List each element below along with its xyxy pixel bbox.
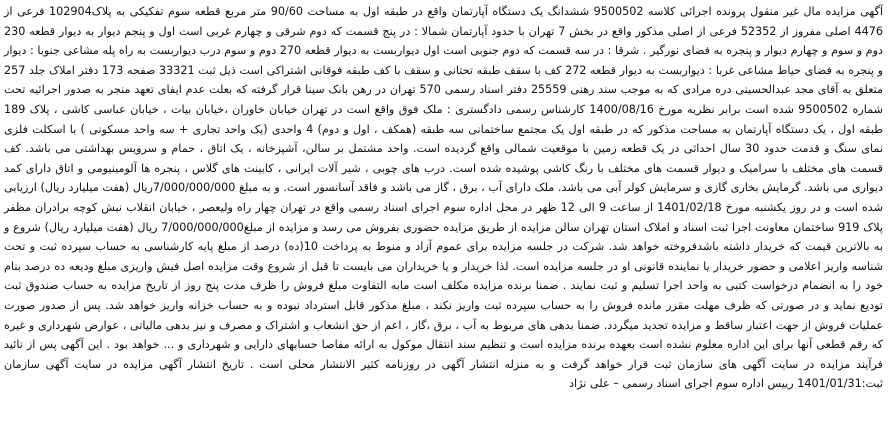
notice-body-text: آگهی مزایده مال غیر منقول پرونده اجرائی کلاسه 9500502 ششدانگ یک دستگاه آپارتمان واقع در طبقه اول به مساحت 90/60 متر مربع قطعه سوم تفکیکی به پلاک102904 فرعی از 4476 اصلی مفروز از 52352 فرعی از اصلی مذکور واقع در بخش 7 تهران با حدود آپارتمان شمالا : در پنج قسمت که دوم شرقی و چهارم غربی است اول و پنجم دیوار به دیوار قطعه 230 دوم و سوم و چهارم دیوار و پنجره به فضای نورگیر . شرقا : در سه قسمت که دوم جنوبی است اول دیواربست به دیوار قطعه 270 دوم و سوم درب دیواربست به راه پله مشاعی جنوبا : دیوار و پنجره به فضای حیاط مشاعی غربا : دیواربست به دیوار قطعه 272 کف با سقف طبقه تحتانی و سقف با کف طبقه فوقانی اشتراکی است ذیل ثبت 33321 صفحه 173 دفتر املاک جلد 257 متعلق به آقای مجد عبدالحسینی دره مرادی که به موجب سند رهنی 25559 دفتر اسناد رسمی 570 تهران در رهن بانک سینا قرار گرفته که بعلت عدم ایفای تعهد منجر به صدور اجرائیه تحت شماره 9500502 شده است برابر نظریه مورخ 1400/08/16 کارشناس رسمی دادگستری : ملک فوق واقع است در تهران خیابان خاوران ،خیابان بیات ، خیابان عباسی کاشی ، پلاک 189 طبقه اول ، یک دستگاه آپارتمان به مساحت مذکور که در طبقه اول یک مجتمع ساختمانی سه طبقه (همکف ، اول و دوم) 4 واحدی (یک واحد تجاری + سه واحد مسکونی ) با اسکلت فلزی نمای سنگ و قدمت حدود 30 سال احداثی در یک قطعه زمین با موقعیت شمالی واقع گردیده است. واحد مشتمل بر سالن، آشپزخانه ، یک اتاق ، حمام و سرویس بهداشتی می باشد. کف قسمت های مختلف با سرامیک و دیوار قسمت های مختلف با رنگ کاشی پوشیده شده است. درب های چوبی ، شیر آلات ایرانی ، کابینت های گلاس ، پنجره ها آلومینیومی و اتاق دارای کمد دیواری می باشد. گرمایش بخاری گازی و سرمایش کولر آبی می باشد. ملک دارای آب ، برق ، گاز می باشد و فاقد آسانسور است. و به مبلغ 7/000/000/000ریال (هفت میلیارد ریال) ارزیابی شده است و در روز یکشنبه مورخ 1401/02/18 از ساعت 9 الی 12 ظهر در محل اداره سوم اجرای اسناد رسمی واقع در تهران چهار راه ولیعصر ، خیابان انقلاب نبش کوچه برادران مظفر پلاک 919 ساختمان معاونت اجرا ثبت اسناد و املاک استان تهران سالن مزایده از طریق مزایده حضوری بفروش می رسد و مزایده از مبلغ7/000/000/000 ریال (هفت میلیارد ریال) شروع و به بالاترین قیمت که خریدار داشته باشدفروخته خواهد شد. شرکت در جلسه مزایده برای عموم آزاد و منوط به پرداخت 10(ده) درصد از مبلغ پایه کارشناسی به حساب سپرده ثبت و تحت شناسه واریز اعلامی و حضور خریدار یا نماینده قانونی او در جلسه مزایده است. لذا خریدار و یا خریداران می بایست تا قبل از شروع وقت مزایده اصل فیش واریزی مبلغ ودیعه ده درصد بنام خود را به انضمام درخواست کتبی به واحد اجرا تسلیم و ثبت نمایند . ضمنا برنده مزایده مکلف است مابه التفاوت مبلغ فروش را ظرف مدت پنج روز از تاریخ مزایده به حساب صندوق ثبت تودیع نماید و در صورتی که ظرف مهلت مقرر مانده فروش را به حساب سپرده ثبت واریز نکند ، مبلغ مذکور قابل استرداد نبوده و به حساب خزانه واریز خواهد شد. پس از صدور صورت عملیات فروش از جهت اعتبار ساقط و مزایده تجدید میگردد. ضمنا بدهی های مربوط به آب ، برق ،گاز ، اعم از حق انشعاب و اشتراک و مصرف و نیز بدهی مالیاتی ، عوارض شهرداری و غیره که رقم قطعی آنها برای این اداره معلوم نشده است بعهده برنده مزایده است و تنظیم سند انتقال موکول به ارائه مفاصا حسابهای دارایی و شهرداری و ... خواهد بود . این آگهی پس از تائید فرآیند مزایده در سایت آگهی های سازمان ثبت قرار خواهد گرفت و به منزله انتشار آگهی در روزنامه کثیر الانتشار محلی است . تاریخ انتشار آگهی مزایده در سایت آگهی سازمان ثبت:1401/01/31 رییس اداره سوم اجرای اسناد رسمی – علی نژاد xyxy=(4,5,884,391)
